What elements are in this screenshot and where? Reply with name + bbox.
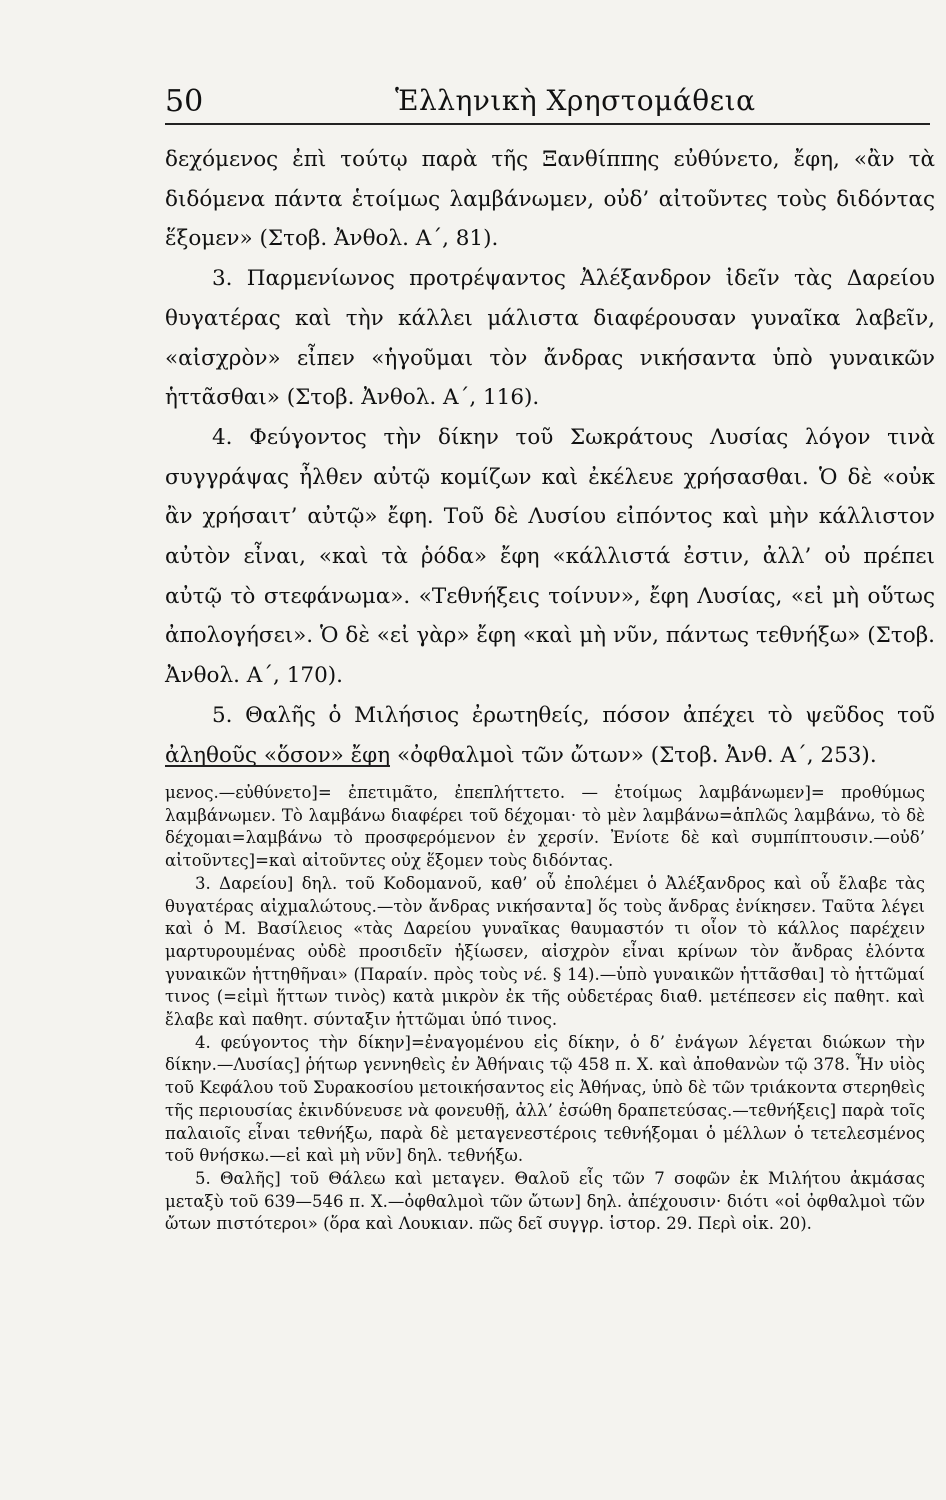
footnotes — [165, 782, 925, 1236]
header-rule — [165, 123, 930, 125]
footnote-continuation: μενος.—εὐθύνετο]= ἐπετιμᾶτο, ἐπεπλήττετο. — ἑτοίμως λαμβάνωμεν]= προθύμως λαμβάνωμεν. Τὸ λαμβάνω διαφέρει τοῦ δέχομαι· τὸ μὲν λαμβάνω=ἁπλῶς λαμβάνω, τὸ δὲ δέχομαι=λαμβάνω τὸ προσφερόμενον ἐν χερσίν. Ἐνίοτε δὲ καὶ συμπίπτουσιν.—οὐδ’ αἰτοῦντες]=καὶ αἰτοῦντες οὐχ ἕξομεν τοὺς διδόντας. — [165, 783, 925, 871]
main-paragraph-5: 5. Θαλῆς ὁ Μιλήσιος ἐρωτηθείς, πόσον ἀπέχει τὸ ψεῦδος τοῦ ἀληθοῦς «ὅσον» ἔφη «ὀφθαλμοὶ τῶν ὤτων» (Στοβ. Ἀνθ. Α΄, 253). — [165, 702, 935, 768]
footnote-3: 3. Δαρείου] δηλ. τοῦ Κοδομανοῦ, καθ’ οὗ ἐπολέμει ὁ Ἀλέξανδρος καὶ οὗ ἔλαβε τὰς θυγατέρας αἰχμαλώτους.—τὸν ἄνδρας νικήσαντα] ὅς τοὺς ἄνδρας ἐνίκησεν. Ταῦτα λέγει καὶ ὁ Μ. Βασίλειος «τὰς Δαρείου γυναῖκας θαυμαστόν τι οἷον τὸ κάλλος παρέχειν μαρτυρουμένας οὐδὲ προσιδεῖν ἠξίωσεν, αἰσχρὸν εἶναι κρίνων τὸν ἄνδρας ἑλόντα γυναικῶν ἡττηθῆναι» (Παραίν. πρὸς τοὺς νέ. § 14).—ὑπὸ γυναικῶν ἡττᾶσθαι] τὸ ἡττῶμαί τινος (=εἰμὶ ἥττων τινὸς) κατὰ μικρὸν ἐκ τῆς οὐδετέρας διαθ. μετέπεσεν εἰς παθητ. καὶ ἔλαβε καὶ παθητ. σύνταξιν ἡττῶμαι ὑπό τινος. — [165, 873, 925, 1030]
footnote-5: 5. Θαλῆς] τοῦ Θάλεω καὶ μεταγεν. Θαλοῦ εἷς τῶν 7 σοφῶν ἐκ Μιλήτου ἀκμάσας μεταξὺ τοῦ 639—546 π. Χ.—ὀφθαλμοὶ τῶν ὤτων] δηλ. ἀπέχουσιν· διότι «οἱ ὀφθαλμοὶ τῶν ὤτων πιστότεροι» (ὅρα καὶ Λουκιαν. πῶς δεῖ συγγρ. ἱστορ. 29. Περὶ οἰκ. 20). — [165, 1168, 925, 1234]
page-number: 50 — [165, 84, 204, 119]
running-title: Ἑλληνικὴ Χρηστομάθεια — [395, 84, 756, 117]
page-header — [165, 84, 930, 124]
main-paragraph-continuation: δεχόμενος ἐπὶ τούτῳ παρὰ τῆς Ξανθίππης εὐθύνετο, ἔφη, «ἂν τὰ διδόμενα πάντα ἑτοίμως λαμβάνωμεν, οὐδ’ αἰτοῦντες τοὺς διδόντας ἕξομεν» (Στοβ. Ἀνθολ. Α΄, 81). — [165, 147, 935, 252]
footnote-rule — [165, 765, 390, 767]
main-paragraph-4: 4. Φεύγοντος τὴν δίκην τοῦ Σωκράτους Λυσίας λόγον τινὰ συγγράψας ἦλθεν αὐτῷ κομίζων καὶ ἐκέλευε χρήσασθαι. Ὁ δὲ «οὐκ ἂν χρήσαιτ’ αὐτῷ» ἔφη. Τοῦ δὲ Λυσίου εἰπόντος καὶ μὴν κάλλιστον αὐτὸν εἶναι, «καὶ τὰ ῥόδα» ἔφη «κάλλιστά ἐστιν, ἀλλ’ οὐ πρέπει αὐτῷ τὸ στεφάνωμα». «Τεθνήξεις τοίνυν», ἔφη Λυσίας, «εἰ μὴ οὕτως ἀπολογήσει». Ὁ δὲ «εἰ γὰρ» ἔφη «καὶ μὴ νῦν, πάντως τεθνήξω» (Στοβ. Ἀνθολ. Α΄, 170). — [165, 424, 935, 689]
footnote-4: 4. φεύγοντος τὴν δίκην]=ἐναγομένου εἰς δίκην, ὁ δ’ ἐνάγων λέγεται διώκων τὴν δίκην.—Λυσίας] ῥήτωρ γεννηθεὶς ἐν Ἀθήναις τῷ 458 π. Χ. καὶ ἀποθανὼν τῷ 378. Ἦν υἱὸς τοῦ Κεφάλου τοῦ Συρακοσίου μετοικήσαντος εἰς Ἀθήνας, ὑπὸ δὲ τῶν τριάκοντα στερηθεὶς τῆς περιουσίας ἐκινδύνευσε νὰ φονευθῇ, ἀλλ’ ἐσώθη δραπετεύσας.—τεθνήξεις] παρὰ τοῖς παλαιοῖς εἶναι τεθνήξω, παρὰ δὲ μεταγενεστέροις τεθνήξομαι ὁ μέλλων ὁ τετελεσμένος τοῦ θνήσκω.—εἰ καὶ μὴ νῦν] δηλ. τεθνήξω. — [165, 1032, 925, 1166]
main-paragraph-3: 3. Παρμενίωνος προτρέψαντος Ἀλέξανδρον ἰδεῖν τὰς Δαρείου θυγατέρας καὶ τὴν κάλλει μάλιστα διαφέρουσαν γυναῖκα λαβεῖν, «αἰσχρὸν» εἶπεν «ἡγοῦμαι τὸν ἄνδρας νικήσαντα ὑπὸ γυναικῶν ἡττᾶσθαι» (Στοβ. Ἀνθολ. Α΄, 116). — [165, 266, 935, 411]
main-text — [165, 140, 935, 775]
